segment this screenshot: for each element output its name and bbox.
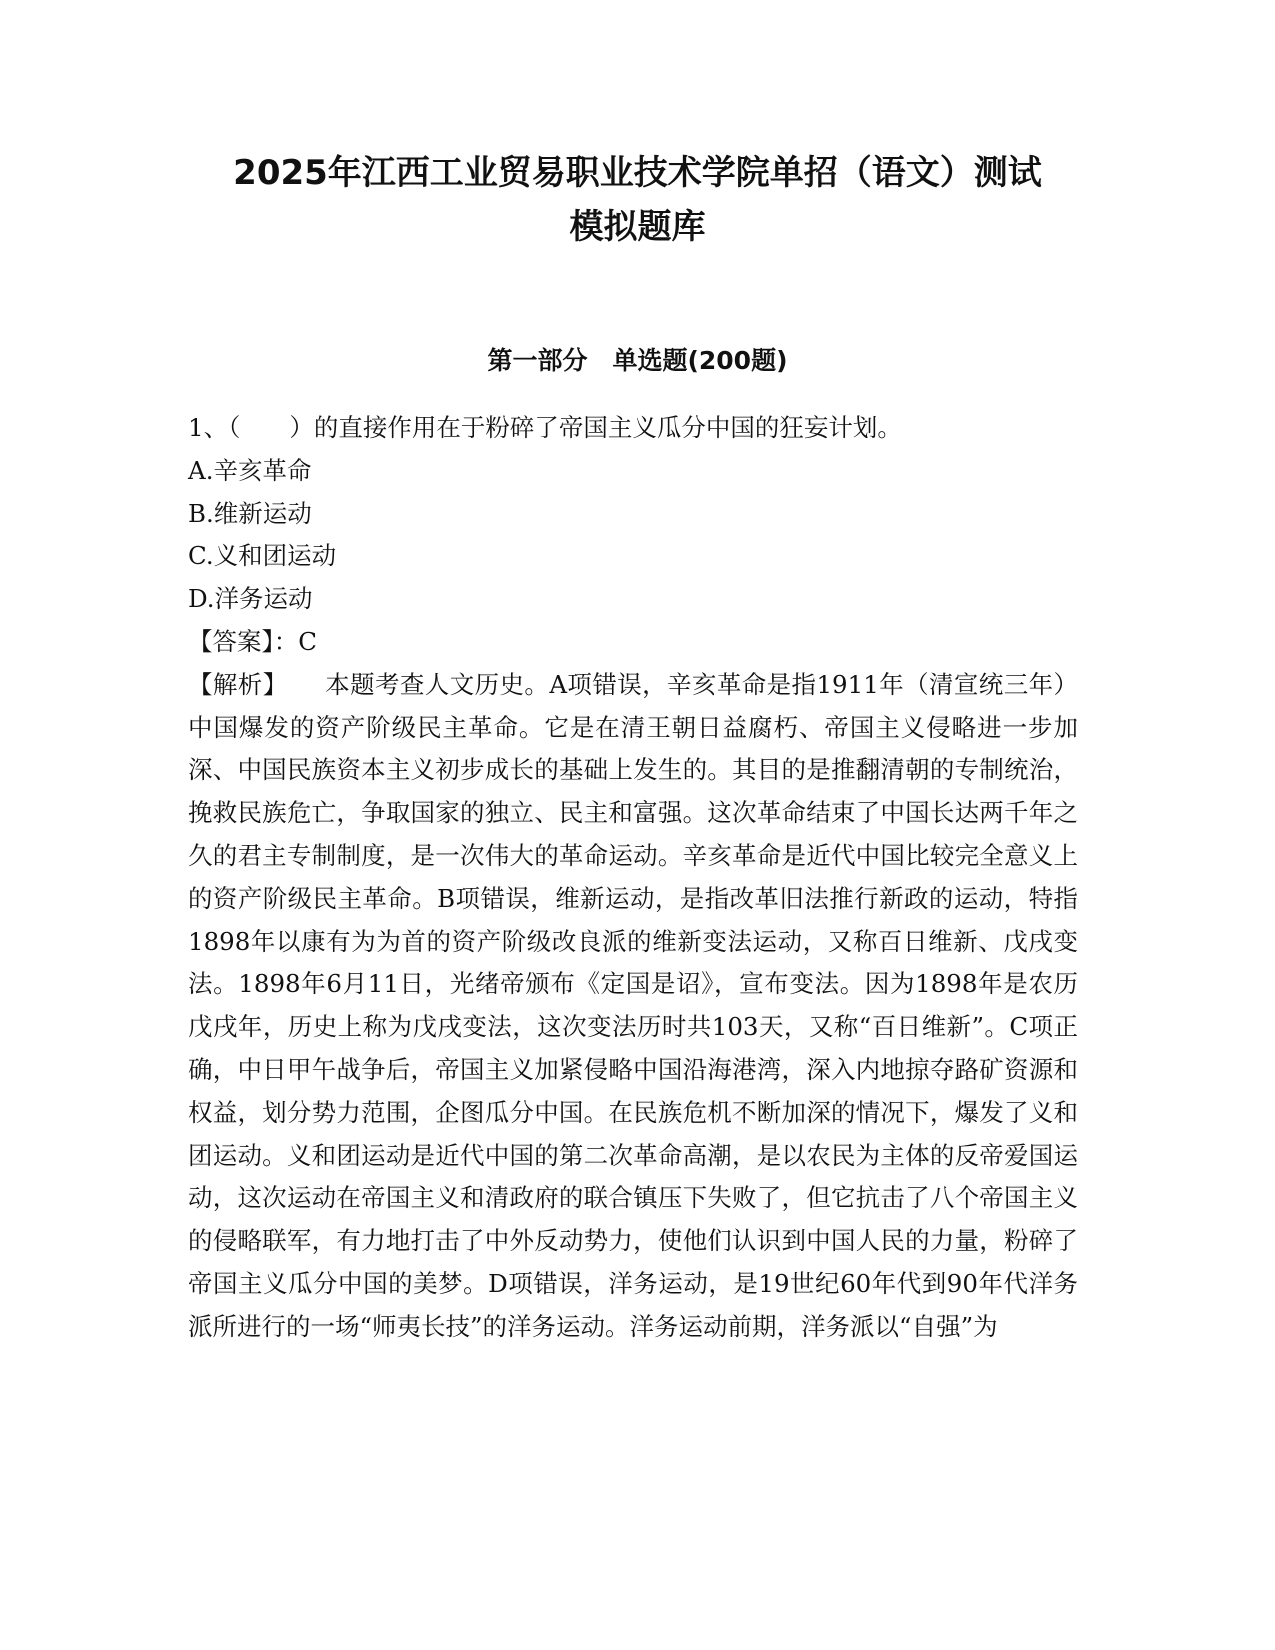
option-d: D.洋务运动: [188, 584, 313, 614]
option-b: B.维新运动: [188, 498, 312, 528]
section-heading: 第一部分 单选题(200题): [487, 346, 788, 375]
question-stem: 1、（ ）的直接作用在于粉碎了帝国主义瓜分中国的狂妄计划。: [188, 413, 902, 442]
explanation-paragraph: [188, 664, 1078, 1349]
option-a: A.辛亥革命: [188, 455, 312, 485]
explanation-text: 本题考查人文历史。A项错误，辛亥革命是指1911年（清宣统三年）中国爆发的资产阶级民主革命。它是在清王朝日益腐朽、帝国主义侵略进一步加深、中国民族资本主义初步成长的基础上发生的。其目的是推翻清朝的专制统治，挽救民族危亡，争取国家的独立、民主和富强。这次革命结束了中国长达两千年之久的君主专制制度，是一次伟大的革命运动。辛亥革命是近代中国比较完全意义上的资产阶级民主革命。B项错误，维新运动，是指改革旧法推行新政的运动，特指1898年以康有为为首的资产阶级改良派的维新变法运动，又称百日维新、戊戌变法。1898年6月11日，光绪帝颁布《定国是诏》，宣布变法。因为1898年是农历戊戌年，历史上称为戊戌变法，这次变法历时共103天，又称“百日维新”。C项正确，中日甲午战争后，帝国主义加紧侵略中国沿海港湾，深入内地掠夺路矿资源和权益，划分势力范围，企图瓜分中国。在民族危机不断加深的情况下，爆发了义和团运动。义和团运动是近代中国的第二次革命高潮，是以农民为主体的反帝爱国运动，这次运动在帝国主义和清政府的联合镇压下失败了，但它抗击了八个帝国主义的侵略联军，有力地打击了中外反动势力，使他们认识到中国人民的力量，粉碎了帝国主义瓜分中国的美梦。D项错误，洋务运动，是19世纪60年代到90年代洋务派所进行的一场“师夷长技”的洋务运动。洋务运动前期，洋务派以“自强”为: [188, 669, 1079, 1341]
document-title: [150, 146, 1125, 254]
explanation-label: 【解析】: [188, 669, 276, 699]
answer-label: 【答案】：: [188, 626, 299, 656]
question-block: [188, 407, 1078, 1349]
document-title-line-1: 2025年江西工业贸易职业技术学院单招（语文）测试: [233, 153, 1042, 193]
document-title-line-2: 模拟题库: [569, 207, 706, 247]
option-c: C.义和团运动: [188, 541, 337, 571]
answer-line: [188, 621, 1078, 664]
answer-value: C: [298, 626, 317, 656]
